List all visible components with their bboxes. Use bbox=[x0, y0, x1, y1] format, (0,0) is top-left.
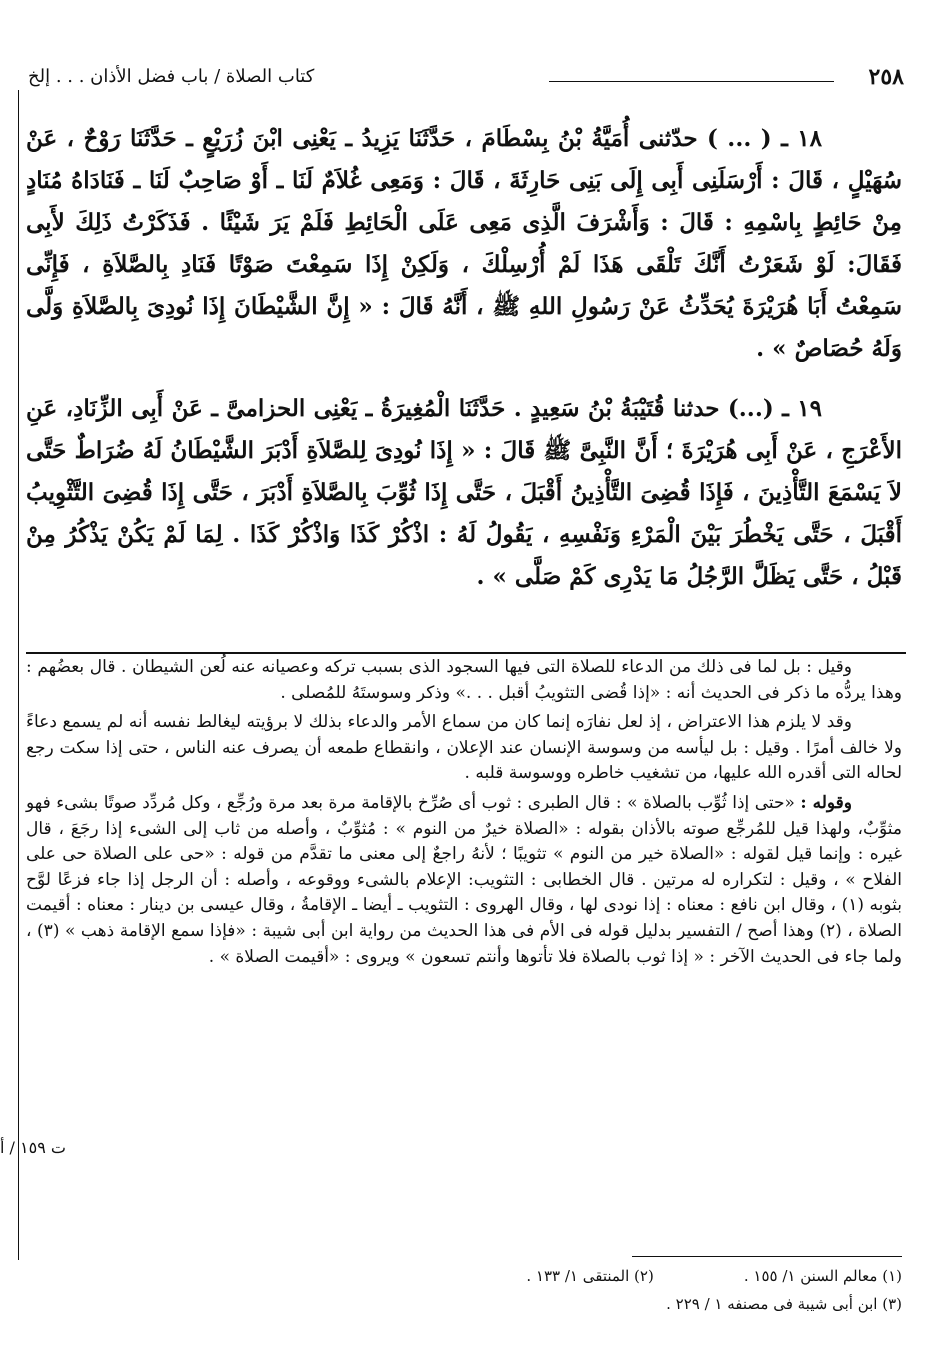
footnote-row bbox=[26, 1262, 902, 1290]
footnote-divider bbox=[632, 1256, 902, 1257]
footnote-row bbox=[26, 1290, 902, 1318]
commentary-divider bbox=[26, 652, 906, 654]
commentary-paragraph: وقد لا يلزم هذا الاعتراض ، إذ لعل نفارَه إنما كان من سماع الأمر والدعاء بذلك لا برؤيته ليغالط نفسه أنه لم يسمع دعاءً ولا خالف أمرًا . وقيل : بل ليأسه من وسوسة الإنسان عند الإعلان ، وانقطاع طمعه أن يصرف عنه الناس ، حتى إذا سكت رجع لحاله التى أقدره الله عليها، من تشغيب خاطره ووسوسة قلبه . bbox=[26, 712, 902, 784]
margin-rule bbox=[18, 90, 19, 1260]
hadith-paragraph-18: ١٨ ـ ( ... ) حدّثنى أُمَيَّةُ بْنُ بِسْطَامَ ، حَدَّثَنَا يَزِيدُ ـ يَعْنِى ابْنَ زُرَيْعٍ ـ حَدَّثَنَا رَوْحٌ ، عَنْ سُهَيْلٍ ، قَالَ : أَرْسَلَنِى أَبِى إِلَى بَنِى حَارِثَةَ ، قَالَ : وَمَعِى غُلاَمٌ لَنَا ـ أَوْ صَاحِبٌ لَنَا ـ فَنَادَاهُ مُنَادٍ مِنْ حَائِطٍ بِاسْمِهِ : قَالَ : وَأَشْرَفَ الَّذِى مَعِى عَلَى الْحَائِطِ فَلَمْ يَرَ شَيْئًا . فَذَكَرْتُ ذَلِكَ لأَبِى فَقَالَ: لَوْ شَعَرْتُ أَنَّكَ تَلْقَى هَذَا لَمْ أُرْسِلْكَ ، وَلَكِنْ إِذَا سَمِعْتَ صَوْتًا فَنَادِ بِالصَّلاَةِ ، فَإِنِّى سَمِعْتُ أَبَا هُرَيْرَةَ يُحَدِّثُ عَنْ رَسُولِ اللهِ ﷺ ، أَنَّهُ قَالَ : « إِنَّ الشَّيْطَانَ إِذَا نُودِىَ بِالصَّلاَةِ وَلَّى وَلَهُ حُصَاصٌ » . bbox=[26, 125, 902, 362]
footnote-1: (١) معالم السنن ١/ ١٥٥ . bbox=[743, 1267, 902, 1285]
commentary-body: «حتى إذا ثُوِّب بالصلاة » : قال الطبرى : ثوب أى صُرِّخ بالإقامة مرة بعد مرة ورُجِّع ، وكل مُردِّد صوتًا بشىء فهو مثوِّبٌ، ولهذا قيل للمُرجِّع صوته بالأذان بقوله : «الصلاة خيرٌ من النوم » : مُثوِّبٌ ، وأصله من ثاب إلى الشىء إذا رجَعَ ، قال غيره : وإنما قيل لقوله : «الصلاة خير من النوم » تثويبًا ؛ لأنهُ راجعٌ إلى معنى ما تقدَّم من قوله : «حى على الصلاة حى على الفلاح » ، وقيل : لتكراره له مرتين . قال الخطابى : التثويب: الإعلام بالشىء ووقوعه ، وأصله : أن الرجل إذا جاء فزعًا لوَّح بثوبه (١) ، وقال ابن نافع : معناه : إذا نودى لها ، وقال الهروى : التثويب ـ أيضا ـ الإقامةُ ، وقال عيسى بن دينار : معناه : أقيمت الصلاة ، (٢) وهذا أصح / التفسير بدليل قوله فى الأم فى هذا الحديث من رواية ابن أبى شيبة : «فإذا سمع الإقامة ذهب » (٣) ، ولما جاء فى الحديث الآخر : « إذا ثوب بالصلاة فلا تأتوها وأنتم تسعون » ويروى : «أقيمت الصلاة » . bbox=[26, 792, 903, 967]
commentary-paragraph: وقيل : بل لما فى ذلك من الدعاء للصلاة التى فيها السجود الذى بسبب تركه وعصيانه عنه لُعن الشيطان . قال بعضُهم : وهذا يردُّه ما ذكر فى الحديث أنه : «إذا قُضى التثويبُ أقبل . . .» وذكر وسوستَهُ للمُصلى . bbox=[26, 657, 902, 703]
running-title: كتاب الصلاة / باب فضل الأذان . . . إلخ bbox=[28, 66, 315, 87]
hadith-paragraph-19: ١٩ ـ (...) حدثنا قُتَيْبَةُ بْنُ سَعِيدٍ . حَدَّثَنَا الْمُغِيرَةُ ـ يَعْنِى الحزامىَّ ـ عَنْ أَبِى الزِّنَادِ، عَنِ الأَعْرَجِ ، عَنْ أَبِى هُرَيْرَةَ ؛ أَنَّ النَّبِىَّ ﷺ قَالَ : « إِذَا نُودِىَ لِلصَّلاَةِ أَدْبَرَ الشَّيْطَانُ لَهُ ضُرَاطٌ حَتَّى لاَ يَسْمَعَ التَّأْذِينَ ، فَإِذَا قُضِىَ التَّأْذِينُ أَقْبَلَ ، حَتَّى إِذَا ثُوِّبَ بِالصَّلاَةِ أَدْبَرَ ، حَتَّى إِذَا قُضِىَ التَّثْوِيبُ أَقْبَلَ ، حَتَّى يَخْطُرَ بَيْنَ الْمَرْءِ وَنَفْسِهِ ، يَقُولُ لَهُ : اذْكُرْ كَذَا وَاذْكُرْ كَذَا . لِمَا لَمْ يَكُنْ يَذْكُرُ مِنْ قَبْلُ ، حَتَّى يَظَلَّ الرَّجُلُ مَا يَدْرِى كَمْ صَلَّى » . bbox=[26, 395, 902, 590]
page-header bbox=[28, 58, 904, 98]
footnote-2: (٢) المنتقى ١/ ١٣٣ . bbox=[526, 1267, 654, 1285]
footnote-3: (٣) ابن أبى شيبة فى مصنفه ١ / ٢٢٩ . bbox=[666, 1295, 902, 1313]
commentary-text bbox=[26, 655, 902, 974]
manuscript-folio-ref: ت ١٥٩ / أ bbox=[0, 1138, 66, 1157]
footnotes bbox=[26, 1262, 902, 1318]
commentary-lead: وقوله : bbox=[800, 792, 853, 813]
hadith-text bbox=[26, 118, 902, 616]
commentary-paragraph bbox=[26, 791, 902, 970]
header-rule bbox=[549, 81, 834, 82]
page-number: ٢٥٨ bbox=[868, 64, 904, 90]
